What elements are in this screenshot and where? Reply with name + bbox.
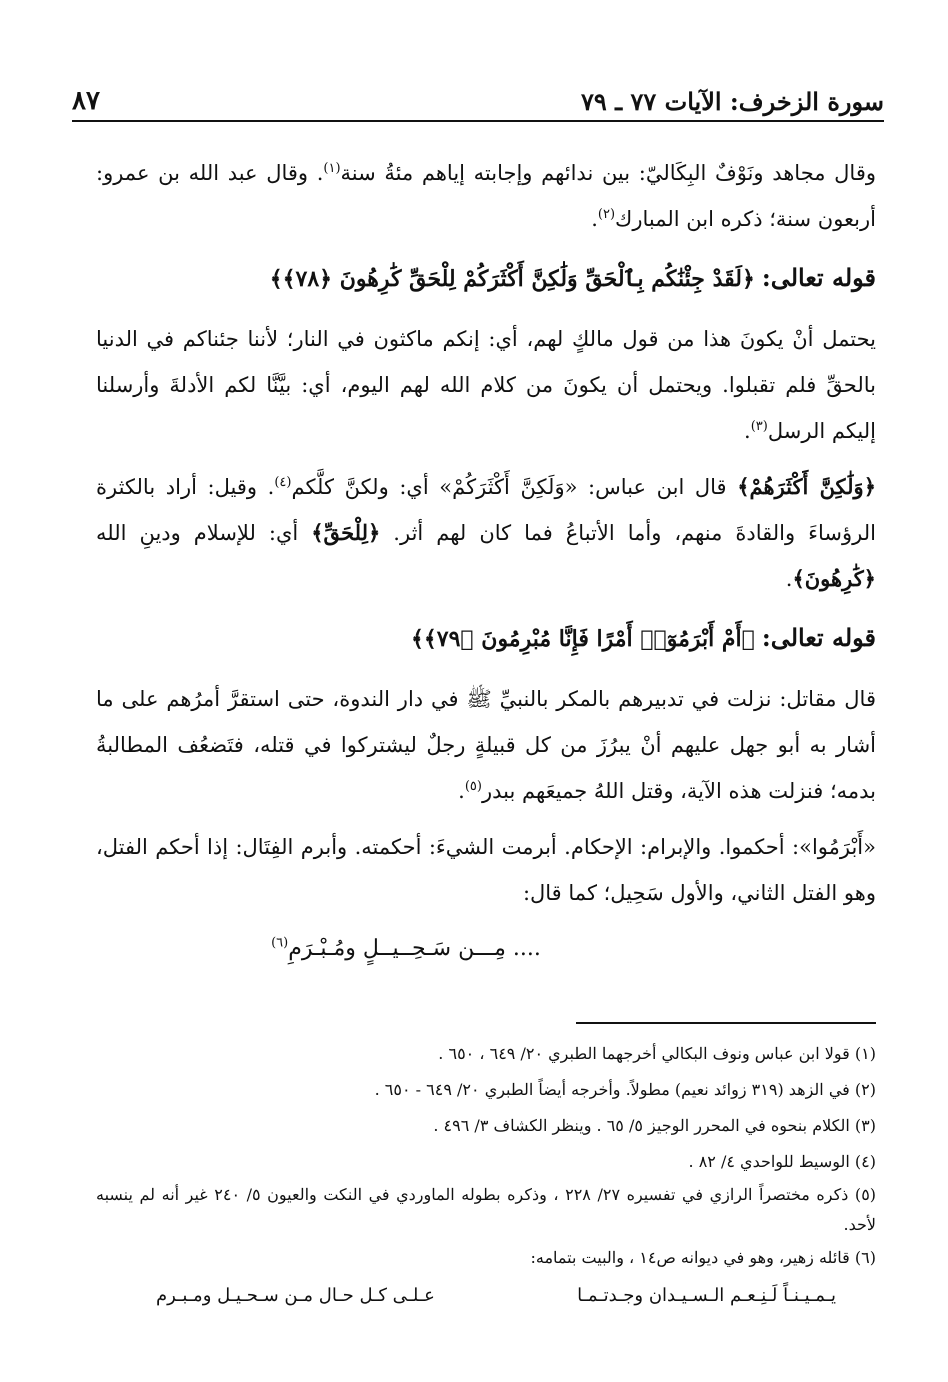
footnote-ref-4[interactable]: (٤): [274, 475, 292, 490]
paragraph-1: وقال مجاهد ونَوْفٌ البِكَاليّ: بين ندائهم وإجابته إياهم مئةُ سنة$^{(١)}$. وقال عبد الله بن عمرو: أربعون سنة؛ ذكره ابن المبارك$^{(٢)}$.: [96, 161, 876, 231]
footnote-ref-3[interactable]: (٣): [750, 419, 768, 434]
page-number: ٨٧: [72, 86, 100, 116]
verse-text: ﴿أَمْ أَبْرَمُوٓا۟ أَمْرًا فَإِنَّا مُبْرِمُونَ ﴿٧٩﴾﴾: [411, 626, 755, 652]
footnote-4: (٤) الوسيط للواحدي ٤/ ٨٢ .: [688, 1152, 876, 1171]
couplet-second-hemistich: عـلـى كـل حـال مـن سـحـيـل ومـبـرم: [156, 1285, 435, 1306]
verse-lead: قوله تعالى:: [761, 263, 876, 292]
couplet-first-hemistich: يـمـيـنـاً لَـنِـعـم الـسـيـدان وجـدتـمـا: [577, 1285, 836, 1306]
footnotes: [96, 1036, 876, 1314]
footnote-ref-2[interactable]: (٢): [597, 207, 616, 222]
surah-title: سورة الزخرف: الآيات ٧٧ ـ ٧٩: [580, 87, 884, 116]
verse-lead: قوله تعالى:: [761, 623, 876, 652]
verse-heading-78: [96, 252, 876, 306]
verse-text: ﴿لَقَدْ جِئْنَٰكُم بِٱلْحَقِّ وَلَٰكِنَّ أَكْثَرَكُمْ لِلْحَقِّ كَٰرِهُونَ ﴿٧٨﴾﴾: [269, 266, 755, 292]
poem-fragment: .... مِـــن سَـحِــيــلٍ ومُـبْـرَمِ$^{(٦)}$: [271, 935, 541, 961]
footnote-ref-6[interactable]: (٦): [271, 935, 289, 951]
footnote-3: (٣) الكلام بنحوه في المحرر الوجيز ٥/ ٦٥ . وينظر الكشاف ٣/ ٤٩٦ .: [433, 1116, 876, 1135]
paragraph-5: «أَبْرَمُوا»: أحكموا. والإبرام: الإحكام. أبرمت الشيءَ: أحكمته. وأبرم الفِتَال: إذا أحكم الفتل، وهو الفتل الثاني، والأول سَحِيل؛ كما قال:: [96, 835, 876, 905]
paragraph-2: يحتمل أنْ يكونَ هذا من قول مالكٍ لهم، أي: إنكم ماكثون في النار؛ لأننا جئناكم في الدنيا بالحقِّ فلم تقبلوا. ويحتمل أن يكونَ من كلام الله لهم اليوم، أي: بيَّنَّا لكم الأدلةَ وأرسلنا إليكم الرسل$^{(٣)}$.: [96, 327, 876, 443]
paragraph-3: ﴿وَلَٰكِنَّ أَكْثَرَهُمْ﴾ قال ابن عباس: «وَلَكِنَّ أَكْثَرَكُمْ» أي: ولكنَّ كلَّكم$^{(٤)}$. وقيل: أراد بالكثرة الرؤساءَ والقادةَ منهم، وأما الأتباعُ فما كان لهم أثر. ﴿لِلْحَقِّ﴾ أي: للإسلام ودينِ الله ﴿كَٰرِهُونَ﴾.: [96, 474, 877, 591]
verse-heading-79: [96, 612, 876, 666]
footnote-6: (٦) قائله زهير، وهو في ديوانه ص١٤ ، والبيت بتمامه:: [530, 1248, 876, 1267]
running-header: [72, 82, 884, 122]
footnote-ref-5[interactable]: (٥): [464, 779, 482, 794]
footnote-5: (٥) ذكره مختصراً الرازي في تفسيره ٢٧/ ٢٢٨ ، وذكره بطوله الماوردي في النكت والعيون ٥/ ٢٤٠ غير أنه لم ينسبه لأحد.: [96, 1185, 877, 1234]
footnote-2: (٢) في الزهد (٣١٩ زوائد نعيم) مطولاً. وأخرجه أيضاً الطبري ٢٠/ ٦٤٩ - ٦٥٠ .: [374, 1080, 876, 1099]
main-text: [96, 150, 876, 982]
footnote-ref-1[interactable]: (١): [323, 161, 341, 176]
footnote-divider: [576, 1022, 876, 1024]
poem-couplet: [96, 1276, 876, 1314]
paragraph-4: قال مقاتل: نزلت في تدبيرهم بالمكر بالنبيِّ ﷺ في دار الندوة، حتى استقرَّ أمرُهم على ما أشار به أبو جهل عليهم أنْ يبرُزَ من كل قبيلةٍ رجلٌ ليشتركوا في قتله، فتَضعُف المطالبةُ بدمه؛ فنزلت هذه الآية، وقتل اللهُ جميعَهم ببدر$^{(٥)}$.: [96, 687, 876, 803]
footnote-1: (١) قولا ابن عباس ونوف البكالي أخرجهما الطبري ٢٠/ ٦٤٩ ، ٦٥٠ .: [438, 1044, 876, 1063]
